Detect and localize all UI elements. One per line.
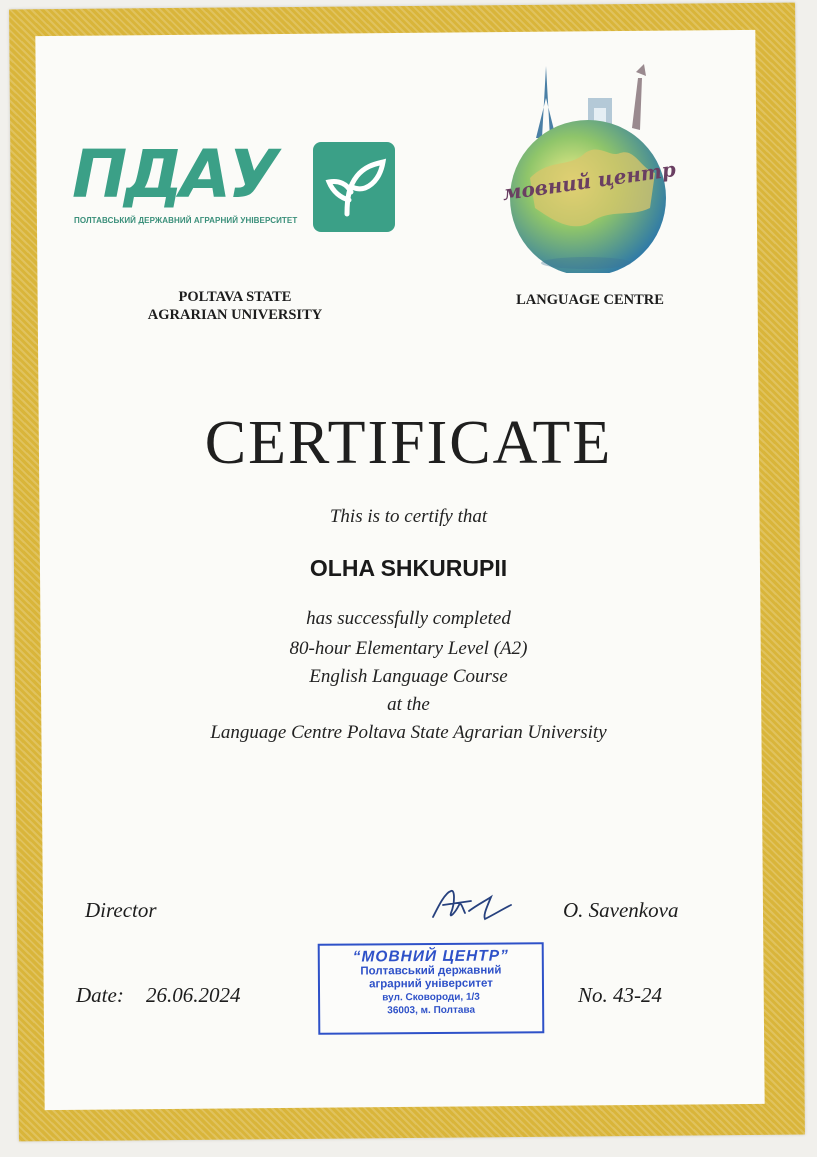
completion-line3: English Language Course xyxy=(309,666,508,687)
completion-line5: Language Centre Poltava State Agrarian University xyxy=(210,722,607,743)
liberty-statue-icon xyxy=(632,64,646,130)
pdau-logo-subtitle: ПОЛТАВСЬКИЙ ДЕРЖАВНИЙ АГРАРНИЙ УНІВЕРСИТЕТ xyxy=(74,216,298,225)
date-label: Date: xyxy=(76,983,124,1007)
official-stamp xyxy=(318,942,545,1035)
certificate-title: CERTIFICATE xyxy=(204,409,613,477)
stamp-line1: “МОВНИЙ ЦЕНТР” xyxy=(352,947,509,966)
university-name xyxy=(120,288,350,324)
completion-line4: at the xyxy=(387,694,430,715)
stamp-line3: аграрний університет xyxy=(369,977,493,991)
completion-line2: 80-hour Elementary Level (A2) xyxy=(289,638,528,659)
certify-line: This is to certify that xyxy=(329,506,488,527)
recipient-name: OLHA SHKURUPII xyxy=(309,555,508,581)
stamp-line2: Полтавський державний xyxy=(360,964,502,978)
leaf-logo-icon xyxy=(313,142,395,232)
university-name-line2: AGRARIAN UNIVERSITY xyxy=(147,307,323,323)
director-label: Director xyxy=(85,898,157,922)
director-name: O. Savenkova xyxy=(563,898,679,922)
stamp-line4: вул. Сковороди, 1/3 xyxy=(382,991,480,1004)
completion-line1: has successfully completed xyxy=(306,608,511,629)
eiffel-tower-icon xyxy=(536,66,556,138)
certificate-number: No. 43-24 xyxy=(578,983,662,1007)
stamp-line5: 36003, м. Полтава xyxy=(387,1004,476,1017)
globe-landmarks-logo xyxy=(490,58,690,273)
pdau-logo xyxy=(72,136,402,235)
date-value: 26.06.2024 xyxy=(146,983,241,1007)
language-centre-logo-text: мовний центр xyxy=(500,157,678,206)
university-name-line1: POLTAVA STATE xyxy=(178,289,292,305)
pdau-logo-text: ПДАУ xyxy=(72,136,276,213)
language-centre-name: LANGUAGE CENTRE xyxy=(516,292,664,308)
director-signature xyxy=(425,883,517,929)
